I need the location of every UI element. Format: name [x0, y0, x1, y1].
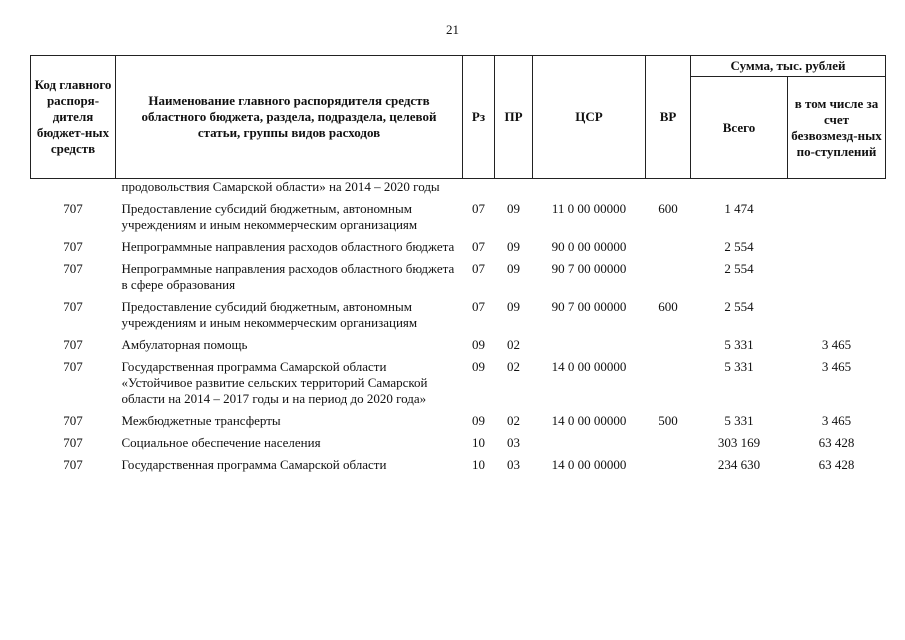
table-row [31, 261, 886, 299]
cell-name: Амбулаторная помощь [121, 337, 248, 352]
cell-rz: 09 [472, 413, 485, 428]
cell-total: 2 554 [724, 239, 754, 254]
cell-free [788, 261, 886, 299]
cell-free [788, 239, 886, 261]
header-row-1 [31, 56, 886, 77]
header-rz: Рз [463, 56, 495, 179]
cell-vr [646, 435, 691, 457]
cell-code: 707 [63, 201, 83, 216]
cell-free [788, 299, 886, 337]
cell-code: 707 [63, 239, 83, 254]
cell-rz: 07 [472, 299, 485, 314]
table-row [31, 179, 886, 202]
cell-name: Предоставление субсидий бюджетным, автономным учреждениям и иным некоммерческим организациям [121, 201, 418, 232]
header-code: Код главного распоря-дителя бюджет-ных средств [31, 56, 116, 179]
cell-vr [646, 359, 691, 413]
cell-name: Государственная программа Самарской области [121, 457, 387, 472]
cell-code: 707 [63, 359, 83, 374]
header-csr: ЦСР [533, 56, 646, 179]
cell-rz: 09 [472, 337, 485, 352]
table-row [31, 337, 886, 359]
cell-pr: 02 [507, 337, 520, 352]
cell-csr: 90 7 00 00000 [551, 299, 627, 314]
cell-rz: 10 [472, 457, 485, 472]
table-row [31, 239, 886, 261]
cell-csr [533, 337, 646, 359]
cell-free [788, 201, 886, 239]
cell-code: 707 [63, 435, 83, 450]
table-row [31, 457, 886, 479]
page-number: 21 [446, 22, 459, 37]
cell-total: 5 331 [724, 337, 754, 352]
cell-vr [646, 239, 691, 261]
cell-vr: 500 [658, 413, 678, 428]
cell-pr: 03 [507, 435, 520, 450]
cell-pr: 09 [507, 201, 520, 216]
cell-vr [646, 337, 691, 359]
header-sum-group: Сумма, тыс. рублей [691, 56, 886, 77]
cell-total: 303 169 [717, 435, 761, 450]
cell-rz [463, 179, 495, 202]
cell-total: 1 474 [724, 201, 754, 216]
table-row [31, 201, 886, 239]
table-row [31, 435, 886, 457]
cell-total: 234 630 [717, 457, 761, 472]
cell-csr: 14 0 00 00000 [551, 457, 627, 472]
cell-pr: 09 [507, 299, 520, 314]
cell-code: 707 [63, 337, 83, 352]
table-row [31, 299, 886, 337]
cell-csr [533, 179, 646, 202]
cell-rz: 07 [472, 261, 485, 276]
cell-vr [646, 179, 691, 202]
cell-name: Непрограммные направления расходов областного бюджета в сфере образования [121, 261, 455, 292]
cell-free: 3 465 [821, 337, 852, 352]
cell-free: 63 428 [818, 457, 855, 472]
budget-table [30, 55, 886, 479]
header-name: Наименование главного распорядителя средств областного бюджета, раздела, подраздела, целевой статьи, группы видов расходов [116, 56, 463, 179]
cell-csr: 90 7 00 00000 [551, 261, 627, 276]
cell-free: 3 465 [821, 413, 852, 428]
table-body [31, 179, 886, 480]
cell-code: 707 [63, 457, 83, 472]
cell-pr: 02 [507, 413, 520, 428]
cell-free: 3 465 [821, 359, 852, 374]
cell-total: 2 554 [724, 261, 754, 276]
cell-code: 707 [63, 413, 83, 428]
cell-csr: 90 0 00 00000 [551, 239, 627, 254]
cell-pr: 09 [507, 239, 520, 254]
cell-csr: 14 0 00 00000 [551, 413, 627, 428]
cell-rz: 09 [472, 359, 485, 374]
cell-pr: 03 [507, 457, 520, 472]
cell-name: Непрограммные направления расходов областного бюджета [121, 239, 455, 254]
cell-name: Межбюджетные трансферты [121, 413, 281, 428]
cell-vr: 600 [658, 201, 678, 216]
cell-name: продовольствия Самарской области» на 2014 – 2020 годы [121, 179, 440, 194]
cell-total: 5 331 [724, 359, 754, 374]
cell-code: 707 [63, 299, 83, 314]
header-vr: ВР [646, 56, 691, 179]
cell-rz: 07 [472, 239, 485, 254]
cell-total: 2 554 [724, 299, 754, 314]
cell-code: 707 [63, 261, 83, 276]
cell-rz: 07 [472, 201, 485, 216]
header-total: Всего [691, 77, 788, 179]
cell-vr: 600 [658, 299, 678, 314]
cell-code [31, 179, 116, 202]
cell-vr [646, 261, 691, 299]
cell-csr: 11 0 00 00000 [551, 201, 627, 216]
cell-name: Предоставление субсидий бюджетным, автономным учреждениям и иным некоммерческим организациям [121, 299, 418, 330]
cell-total: 5 331 [724, 413, 754, 428]
cell-rz: 10 [472, 435, 485, 450]
cell-csr: 14 0 00 00000 [551, 359, 627, 374]
cell-name: Социальное обеспечение населения [121, 435, 321, 450]
cell-total [691, 179, 788, 202]
cell-pr: 02 [507, 359, 520, 374]
cell-pr [495, 179, 533, 202]
header-free: в том числе за счет безвозмезд-ных по-ступлений [788, 77, 886, 179]
table-row [31, 413, 886, 435]
cell-pr: 09 [507, 261, 520, 276]
table-row [31, 359, 886, 413]
cell-free [788, 179, 886, 202]
cell-vr [646, 457, 691, 479]
header-pr: ПР [495, 56, 533, 179]
cell-csr [533, 435, 646, 457]
cell-free: 63 428 [818, 435, 855, 450]
cell-name: Государственная программа Самарской области «Устойчивое развитие сельских территорий Самарской области на 2014 – 2017 годы и на период до 2020 года» [121, 359, 428, 406]
